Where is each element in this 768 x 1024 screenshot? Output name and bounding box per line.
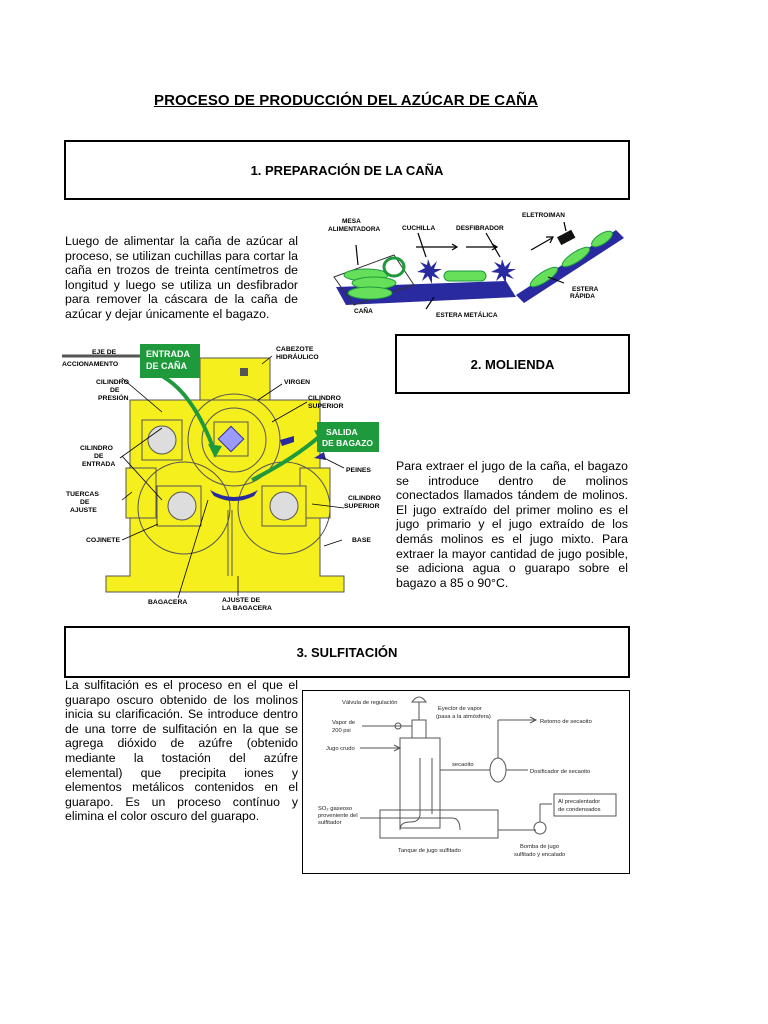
cane-loop — [384, 258, 404, 276]
label-precalentador-2: de condensados — [558, 807, 601, 813]
label-so2-2: proveniente del — [318, 813, 358, 819]
label-estera-rapida-2: RÁPIDA — [570, 293, 595, 300]
label-ajuste-2: LA BAGACERA — [222, 605, 272, 612]
label-estera-rapida-1: ESTERA — [572, 286, 599, 293]
label-tuercas-3: AJUSTE — [70, 507, 97, 514]
label-entrada-2: DE CAÑA — [146, 361, 188, 371]
label-salida-2: DE BAGAZO — [322, 438, 373, 448]
label-peines: PEINES — [346, 467, 371, 474]
cilindro-sup-right-hub — [270, 492, 298, 520]
label-entrada-1: ENTRADA — [146, 349, 190, 359]
section-heading-sulfitacion — [64, 626, 630, 678]
label-cana: CAÑA — [354, 308, 373, 315]
label-cil-superior-right-1: CILINDRO — [348, 495, 381, 502]
figure-preparacion — [316, 205, 636, 330]
label-cil-entrada-1: CILINDRO — [80, 445, 113, 452]
label-cil-superior-top-2: SUPERIOR — [308, 403, 344, 410]
label-bomba-2: sulfitado y encalado — [514, 852, 566, 858]
label-valvula: Válvula de regulación — [342, 700, 398, 706]
figure-molienda — [62, 340, 392, 620]
label-retorno: Retorno de secaoito — [540, 719, 592, 725]
label-cojinete: COJINETE — [86, 537, 120, 544]
label-desfibrador: DESFIBRADOR — [456, 225, 504, 232]
cabezote-shape — [200, 358, 270, 403]
figure-sulfitacion — [302, 690, 630, 874]
label-vapor-1: Vapor de — [332, 720, 356, 726]
label-cil-entrada-3: ENTRADA — [82, 461, 116, 468]
label-secaoito: secaoito — [452, 762, 474, 768]
label-jugo-crudo: Jugo crudo — [326, 746, 355, 752]
label-electroiman: ELETROIMAN — [522, 212, 565, 219]
electroiman-shape — [557, 230, 575, 245]
section-heading-text: 1. PREPARACIÓN DE LA CAÑA — [250, 162, 444, 178]
label-eyector-1: Eyector de vapor — [438, 706, 482, 712]
label-tuercas-1: TUERCAS — [66, 491, 99, 498]
section-heading-text: 3. SULFITACIÓN — [296, 644, 398, 660]
label-so2-3: sulfitador — [318, 820, 342, 826]
label-eyector-2: (pasa a la atmósfera) — [436, 714, 491, 720]
cuchilla-shape — [417, 259, 442, 284]
label-cil-presion-3: PRESIÓN — [98, 395, 129, 402]
label-dosificador: Dosificador de secaoito — [530, 769, 591, 775]
label-mesa-2: ALIMENTADORA — [328, 226, 381, 233]
label-precalentador-1: Al precalentador — [558, 799, 601, 805]
page-title: PROCESO DE PRODUCCIÓN DEL AZÚCAR DE CAÑA — [153, 92, 539, 109]
label-cil-presion-1: CILINDRO — [96, 379, 129, 386]
label-salida-1: SALIDA — [326, 427, 358, 437]
label-cabezote-2: HIDRÁULICO — [276, 354, 319, 361]
label-tanque: Tanque de jugo sulfitado — [398, 848, 461, 854]
label-cil-presion-2: DE — [110, 387, 120, 394]
label-ajuste-1: AJUSTE DE — [222, 597, 261, 604]
cabezote-detail — [240, 368, 248, 376]
label-cil-superior-top-1: CILINDRO — [308, 395, 341, 402]
label-cuchilla: CUCHILLA — [402, 225, 436, 232]
label-eje-1: EJE DE — [92, 349, 117, 356]
paragraph-molienda: Para extraer el jugo de la caña, el bagazo se introduce dentro de molinos conectados llamados tándem de molinos. El jugo extraído del primer molino es el jugo primario y el jugo extraído de los demás molinos es el jugo mixto. Para extraer la mayor cantidad de jugo posible, se adiciona agua o guarapo sobre el bagazo a 85 o 90°C. — [396, 459, 628, 590]
desfibrador-shape — [491, 259, 516, 284]
label-tuercas-2: DE — [80, 499, 90, 506]
label-so2-1: SO₂ gaseoso — [318, 806, 353, 812]
section-heading-text: 2. MOLIENDA — [470, 356, 555, 372]
paragraph-sulfitacion: La sulfitación es el proceso en el que el guarapo oscuro obtenido de los molinos inicia su clarificación. Se introduce dentro de una torre de sulfitación en la que se agrega dióxido de azúfre (obtenido mediante la tostación del azúfre elemental) que precipita iones y elementos metálicos contenidos en el guarapo. Es un proceso contínuo y elimina el color oscuro del guarapo. — [65, 678, 298, 824]
cilindro-entrada-hub — [168, 492, 196, 520]
paragraph-preparacion: Luego de alimentar la caña de azúcar al proceso, se utilizan cuchillas para cortar la caña en trozos de treinta centímetros de longitud y luego se utiliza un desfibrador para remover la cáscara de la caña de azúcar y dejar únicamente el bagazo. — [65, 234, 298, 321]
label-virgen: VIRGEN — [284, 379, 311, 386]
label-cil-superior-right-2: SUPERIOR — [344, 503, 380, 510]
label-mesa-1: MESA — [342, 218, 361, 225]
label-eje-2: ACCIONAMENTO — [62, 361, 119, 368]
label-cil-entrada-2: DE — [94, 453, 104, 460]
label-bagacera: BAGACERA — [148, 599, 188, 606]
label-bomba-1: Bomba de jugo — [520, 844, 559, 850]
label-estera-metalica: ESTERA METÁLICA — [436, 312, 498, 319]
cilindro-presion-hub — [148, 426, 176, 454]
section-heading-preparacion — [64, 140, 630, 200]
label-base: BASE — [352, 537, 371, 544]
label-vapor-2: 200 psi — [332, 728, 351, 734]
label-cabezote-1: CABEZOTE — [276, 346, 314, 353]
cane-bundle — [348, 287, 392, 299]
section-heading-molienda — [395, 334, 630, 394]
chopped-cane — [444, 271, 486, 281]
